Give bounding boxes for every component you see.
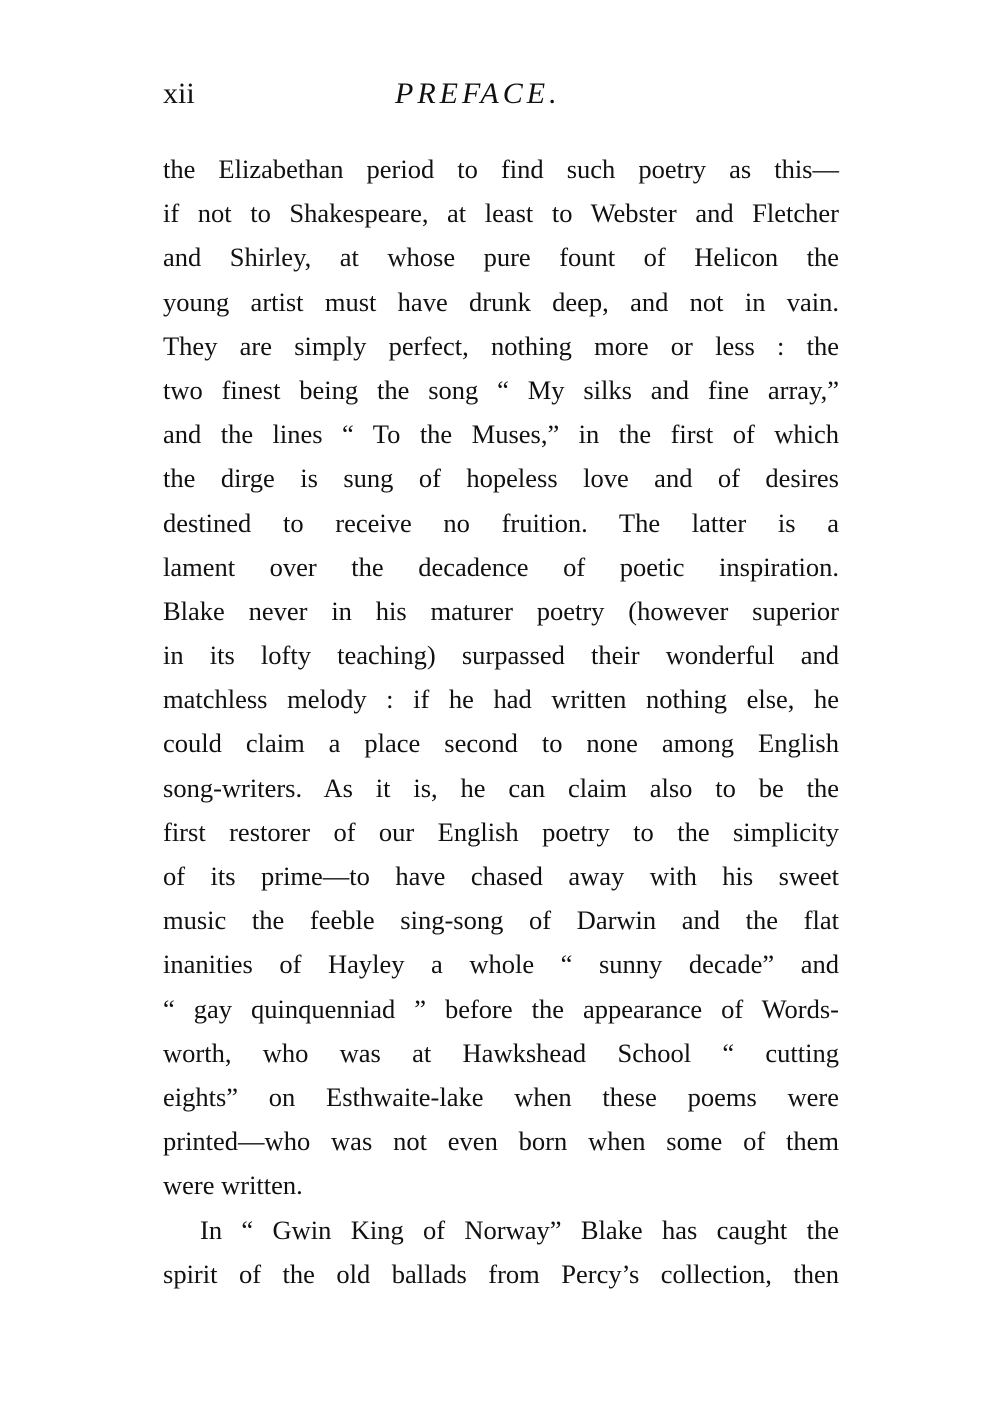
page-number: xii [163,77,195,110]
text-line: spirit of the old ballads from Percy’s collection, then [163,1258,839,1289]
text-line: song-writers. As it is, he can claim also to be the [163,772,839,803]
page-header [163,72,839,116]
text-line: destined to receive no fruition. The latter is a [163,507,839,538]
text-line: “ gay quinquenniad ” before the appearance of Words- [163,993,839,1024]
text-line: the dirge is sung of hopeless love and of desires [163,463,839,494]
body-text [163,147,839,1296]
text-line: in its lofty teaching) surpassed their wonderful and [163,640,839,671]
text-line: matchless melody : if he had written nothing else, he [163,684,839,715]
text-line: worth, who was at Hawkshead School “ cutting [163,1037,839,1068]
text-line: music the feeble sing-song of Darwin and the flat [163,905,839,936]
text-line: could claim a place second to none among English [163,728,839,759]
text-line: and the lines “ To the Muses,” in the first of which [163,419,839,450]
text-line: They are simply perfect, nothing more or less : the [163,330,839,361]
text-line: if not to Shakespeare, at least to Webster and Fletcher [163,198,839,229]
text-line: lament over the decadence of poetic inspiration. [163,551,839,582]
text-line: the Elizabethan period to find such poetry as this— [163,154,839,184]
running-title: PREFACE. [395,77,561,110]
text-line: eights” on Esthwaite-lake when these poems were [163,1081,839,1112]
text-line: printed—who was not even born when some of them [163,1126,839,1157]
text-line: and Shirley, at whose pure fount of Helicon the [163,242,839,273]
text-line-paragraph-end: were written. [163,1170,303,1201]
text-line: first restorer of our English poetry to the simplicity [163,816,839,847]
text-line: two finest being the song “ My silks and fine array,” [163,374,839,405]
text-line: young artist must have drunk deep, and not in vain. [163,286,839,317]
text-line: Blake never in his maturer poetry (however superior [163,595,839,626]
text-line-paragraph-start: In “ Gwin King of Norway” Blake has caught the [200,1214,839,1245]
text-line: of its prime—to have chased away with his sweet [163,861,839,891]
text-line: inanities of Hayley a whole “ sunny decade” and [163,949,839,980]
